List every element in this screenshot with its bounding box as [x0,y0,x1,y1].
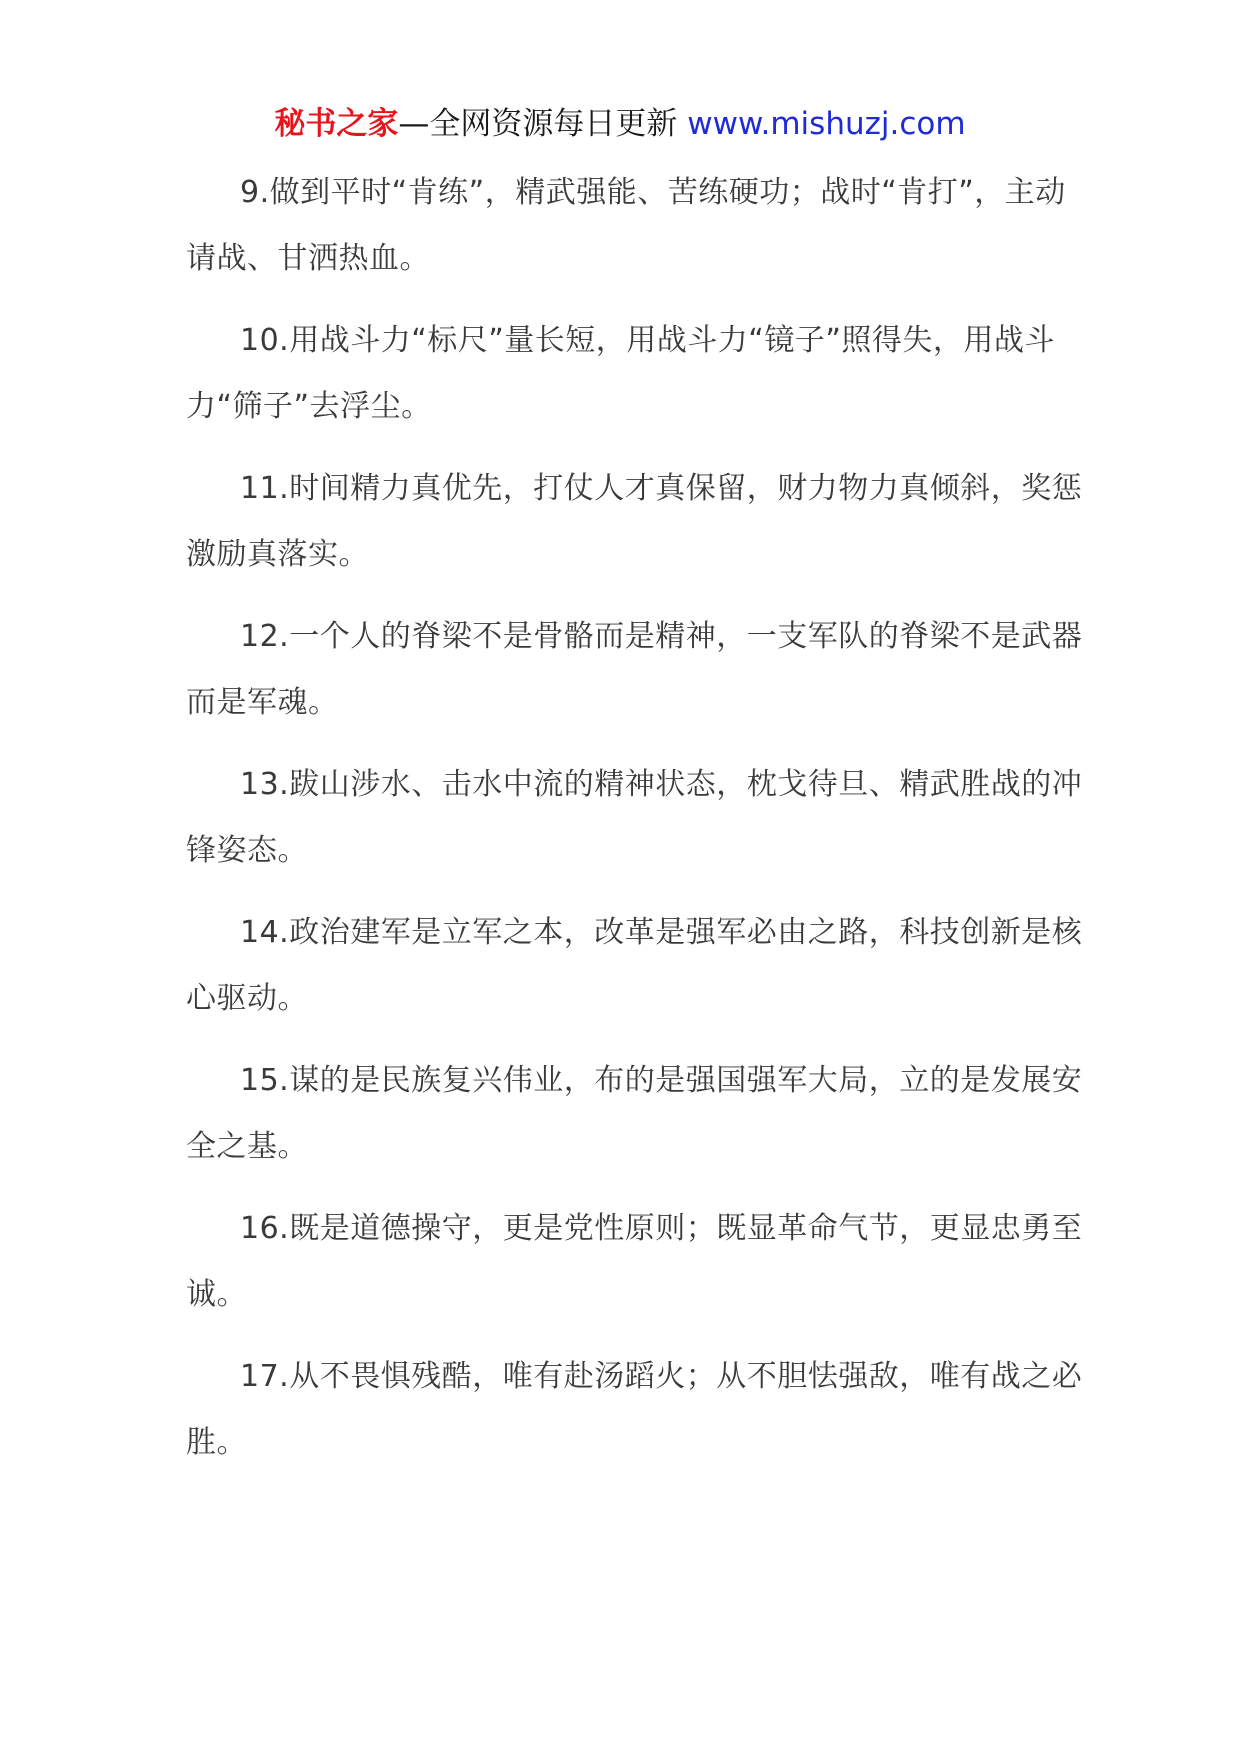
paragraph-15: 15.谋的是民族复兴伟业，布的是强国强军大局，立的是发展安全之基。 [186,1063,1083,1164]
paragraph-17: 17.从不畏惧残酷，唯有赴汤蹈火；从不胆怯强敌，唯有战之必胜。 [186,1359,1083,1460]
site-url-link[interactable]: www.mishuzj.com [687,106,966,142]
paragraph-11: 11.时间精力真优先，打仗人才真保留，财力物力真倾斜，奖惩激励真落实。 [186,471,1083,572]
site-header [0,100,1240,148]
paragraph-16: 16.既是道德操守，更是党性原则；既显革命气节，更显忠勇至诚。 [186,1211,1083,1312]
paragraph-10: 10.用战斗力“标尺”量长短，用战斗力“镜子”照得失，用战斗力“筛子”去浮尘。 [186,323,1055,424]
paragraph-14: 14.政治建军是立军之本，改革是强军必由之路，科技创新是核心驱动。 [186,915,1083,1016]
paragraph-13: 13.跋山涉水、击水中流的精神状态，枕戈待旦、精武胜战的冲锋姿态。 [186,767,1083,868]
paragraph-12: 12.一个人的脊梁不是骨骼而是精神，一支军队的脊梁不是武器而是军魂。 [186,619,1083,720]
header-tagline: —全网资源每日更新 [398,106,678,142]
document-body [186,160,1086,1492]
brand-name: 秘书之家 [274,106,399,142]
paragraph-9: 9.做到平时“肯练”，精武强能、苦练硬功；战时“肯打”，主动请战、甘洒热血。 [186,175,1066,276]
